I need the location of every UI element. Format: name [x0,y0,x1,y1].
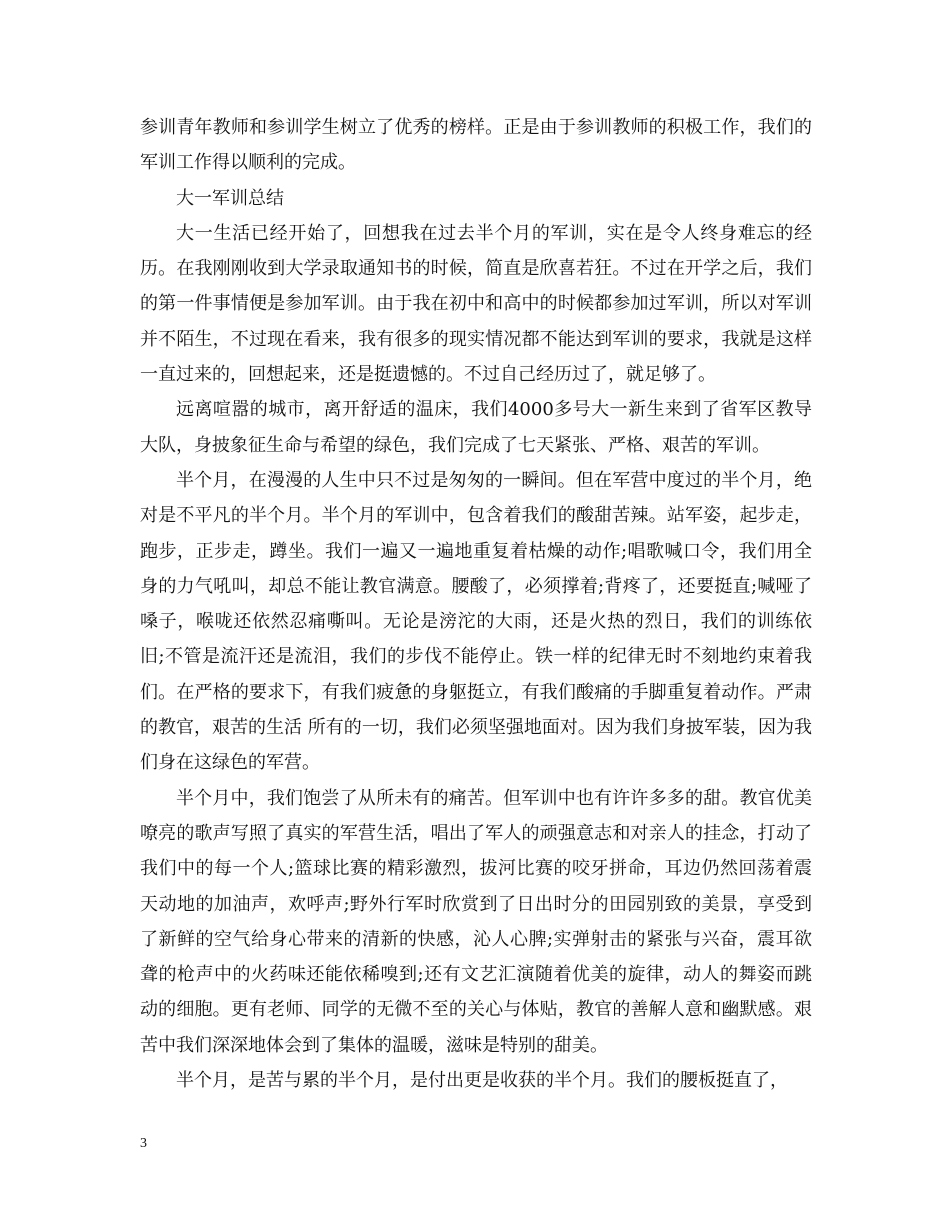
paragraph: 大一生活已经开始了，回想我在过去半个月的军训，实在是令人终身难忘的经历。在我刚刚收到大学录取通知书的时候，简直是欣喜若狂。不过在开学之后，我们的第一件事情便是参加军训。由于我在初中和高中的时候都参加过军训，所以对军训并不陌生，不过现在看来，我有很多的现实情况都不能达到军训的要求，我就是这样一直过来的，回想起来，还是挺遗憾的。不过自己经历过了，就足够了。 [140,222,812,386]
paragraph-continuation: 参训青年教师和参训学生树立了优秀的榜样。正是由于参训教师的积极工作，我们的军训工作得以顺利的完成。 [140,117,812,174]
section-heading: 大一军训总结 [176,187,284,209]
paragraph: 半个月中，我们饱尝了从所未有的痛苦。但军训中也有许许多多的甜。教官优美嘹亮的歌声写照了真实的军营生活，唱出了军人的顽强意志和对亲人的挂念，打动了我们中的每一个人;篮球比赛的精彩激烈，拔河比赛的咬牙拼命，耳边仍然回荡着震天动地的加油声，欢呼声;野外行军时欣赏到了日出时分的田园别致的美景，享受到了新鲜的空气给身心带来的清新的快感，沁人心脾;实弹射击的紧张与兴奋，震耳欲聋的枪声中的火药味还能依稀嗅到;还有文艺汇演随着优美的旋律，动人的舞姿而跳动的细胞。更有老师、同学的无微不至的关心与体贴，教官的善解人意和幽默感。艰苦中我们深深地体会到了集体的温暖，滋味是特别的甜美。 [140,787,812,1056]
document-body [140,110,812,1098]
paragraph: 半个月，在漫漫的人生中只不过是匆匆的一瞬间。但在军营中度过的半个月，绝对是不平凡的半个月。半个月的军训中，包含着我们的酸甜苦辣。站军姿，起步走，跑步，正步走，蹲坐。我们一遍又一遍地重复着枯燥的动作;唱歌喊口令，我们用全身的力气吼叫，却总不能让教官满意。腰酸了，必须撑着;背疼了，还要挺直;喊哑了嗓子，喉咙还依然忍痛嘶叫。无论是滂沱的大雨，还是火热的烈日，我们的训练依旧;不管是流汗还是流泪，我们的步伐不能停止。铁一样的纪律无时不刻地约束着我们。在严格的要求下，有我们疲惫的身躯挺立，有我们酸痛的手脚重复着动作。严肃的教官，艰苦的生活 所有的一切，我们必须坚强地面对。因为我们身披军装，因为我们身在这绿色的军营。 [140,469,812,774]
page-number: 3 [140,1136,147,1151]
paragraph: 远离喧嚣的城市，离开舒适的温床，我们4000多号大一新生来到了省军区教导大队，身披象征生命与希望的绿色，我们完成了七天紧张、严格、艰苦的军训。 [140,399,812,456]
paragraph: 半个月，是苦与累的半个月，是付出更是收获的半个月。我们的腰板挺直了， [176,1070,788,1092]
